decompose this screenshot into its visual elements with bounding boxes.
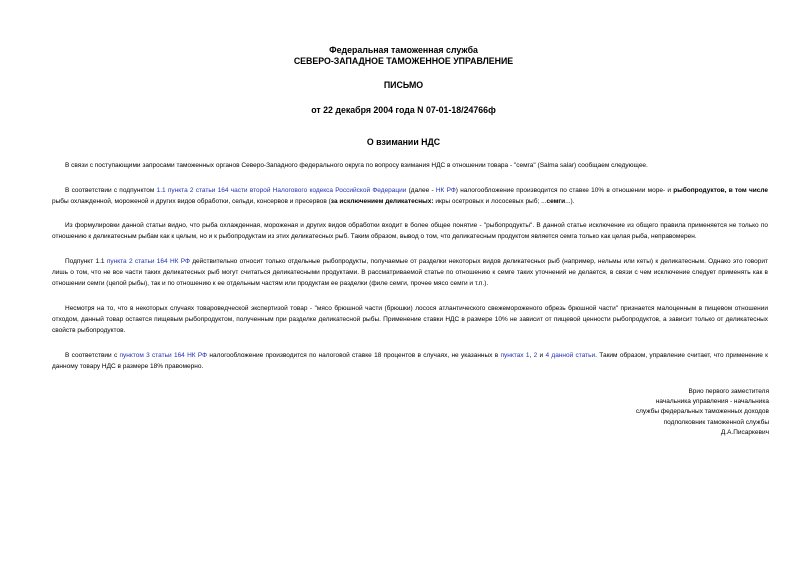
paragraph-3: Из формулировки данной статьи видно, что рыба охлажденная, мороженая и других видов обработки входит в более общее понятие - "рыбопродукты". В данной статье исключение из общего правила применяется не только по отношению к деликатесным рыбам как к целым, но и к рыбопродуктам из этих деликатесных рыб. Таким образом, вывод о том, что деликатесным продуктом является семга только как целая рыба, неправомерен. bbox=[52, 222, 768, 241]
document-subject: О взимании НДС bbox=[366, 137, 441, 147]
document-date-number: от 22 декабря 2004 года N 07-01-18/24766ф bbox=[311, 105, 496, 115]
document-header bbox=[0, 45, 807, 148]
text: ...). bbox=[565, 197, 575, 205]
paragraph-2 bbox=[52, 185, 768, 207]
text: ) налогообложение производится по ставке 10% в отношении море- и bbox=[455, 186, 674, 194]
text: и bbox=[537, 351, 546, 359]
text: В соответствии с bbox=[65, 351, 120, 359]
document-type: ПИСЬМО bbox=[383, 80, 424, 90]
text: Подпункт 1.1 bbox=[65, 257, 107, 265]
paragraph-4 bbox=[52, 256, 768, 289]
link-point-2[interactable]: 2 bbox=[533, 351, 538, 359]
bold-text: рыбопродуктов, в том числе bbox=[673, 186, 769, 194]
signature-line: Врио первого заместителя bbox=[688, 388, 769, 395]
text: , bbox=[529, 351, 534, 359]
bold-text: семги bbox=[546, 197, 566, 205]
text: налогообложение производится по налоговой ставке 18 процентов в случаях, не указанных в bbox=[207, 351, 501, 359]
link-article-164-point-2[interactable]: пункта 2 статьи 164 НК РФ bbox=[106, 257, 190, 265]
signature-line: начальника управления - начальника bbox=[655, 398, 769, 406]
text: В соответствии с подпунктом bbox=[65, 186, 157, 194]
text: икры осетровых и лососевых рыб; ... bbox=[433, 197, 547, 205]
link-nk-rf[interactable]: НК РФ bbox=[435, 186, 456, 194]
text: . Таким образом, управление считает, что применение к данному товару НДС в размере 18% правомерно. bbox=[52, 351, 769, 370]
text: (далее - bbox=[406, 186, 436, 194]
document-body bbox=[52, 160, 768, 385]
link-point-1[interactable]: пунктах 1 bbox=[500, 351, 530, 359]
paragraph-1: В связи с поступающими запросами таможенных органов Северо-Западного федерального округа по вопросу взимания НДС в отношении товара - "семга" (Salma salar) сообщаем следующее. bbox=[65, 162, 648, 169]
agency-name: Федеральная таможенная служба bbox=[329, 45, 478, 55]
link-point-4[interactable]: 4 данной статьи bbox=[545, 351, 596, 359]
department-name: СЕВЕРО-ЗАПАДНОЕ ТАМОЖЕННОЕ УПРАВЛЕНИЕ bbox=[293, 56, 514, 66]
bold-text: за исключением деликатесных: bbox=[330, 197, 434, 205]
link-tax-code-article-164[interactable]: 1.1 пункта 2 статьи 164 части второй Налогового кодекса Российской Федерации bbox=[156, 186, 407, 194]
text: действительно относит только отдельные рыбопродукты, получаемые от разделки некоторых видов деликатесных рыб (например, нельмы или кеты) к деликатесным. Однако это говорит лишь о том, что не все части таких деликатесных рыб могут считаться деликатесными продуктами. В рассматриваемой статье по отношению к семге таких уточнений не делается, в связи с чем исключение следует применять как в отношении семги (целой рыбы), так и по отношению к ее отдельным частям или продуктам ее разделки (филе семги, прочее мясо семги и т.п.). bbox=[52, 257, 768, 288]
signature-line: подполковник таможенной службы bbox=[663, 418, 769, 426]
signature-line: службы федеральных таможенных доходов bbox=[635, 408, 769, 416]
link-article-164-point-3[interactable]: пунктом 3 статьи 164 НК РФ bbox=[119, 351, 208, 359]
text: рыбы охлажденной, мороженой и других видов обработки, сельди, консервов и пресервов ( bbox=[52, 197, 331, 205]
paragraph-6 bbox=[52, 350, 768, 372]
signature-block bbox=[636, 387, 769, 438]
signatory-name: Д.А.Писаркевич bbox=[720, 428, 769, 436]
paragraph-5: Несмотря на то, что в некоторых случаях товароведческой экспертизой товар - "мясо брюшной части (брюшки) лосося атлантического свежемороженого обрезь брюшной части" признается малоценным в пищевом отношении отходом, данный товар остается пищевым рыбопродуктом, полученным при разделке деликатесной рыбы. Применение ставки НДС в размере 10% не зависит от пищевой ценности рыбопродуктов, а зависит только от деликатесных свойств рыбопродуктов. bbox=[52, 304, 768, 334]
